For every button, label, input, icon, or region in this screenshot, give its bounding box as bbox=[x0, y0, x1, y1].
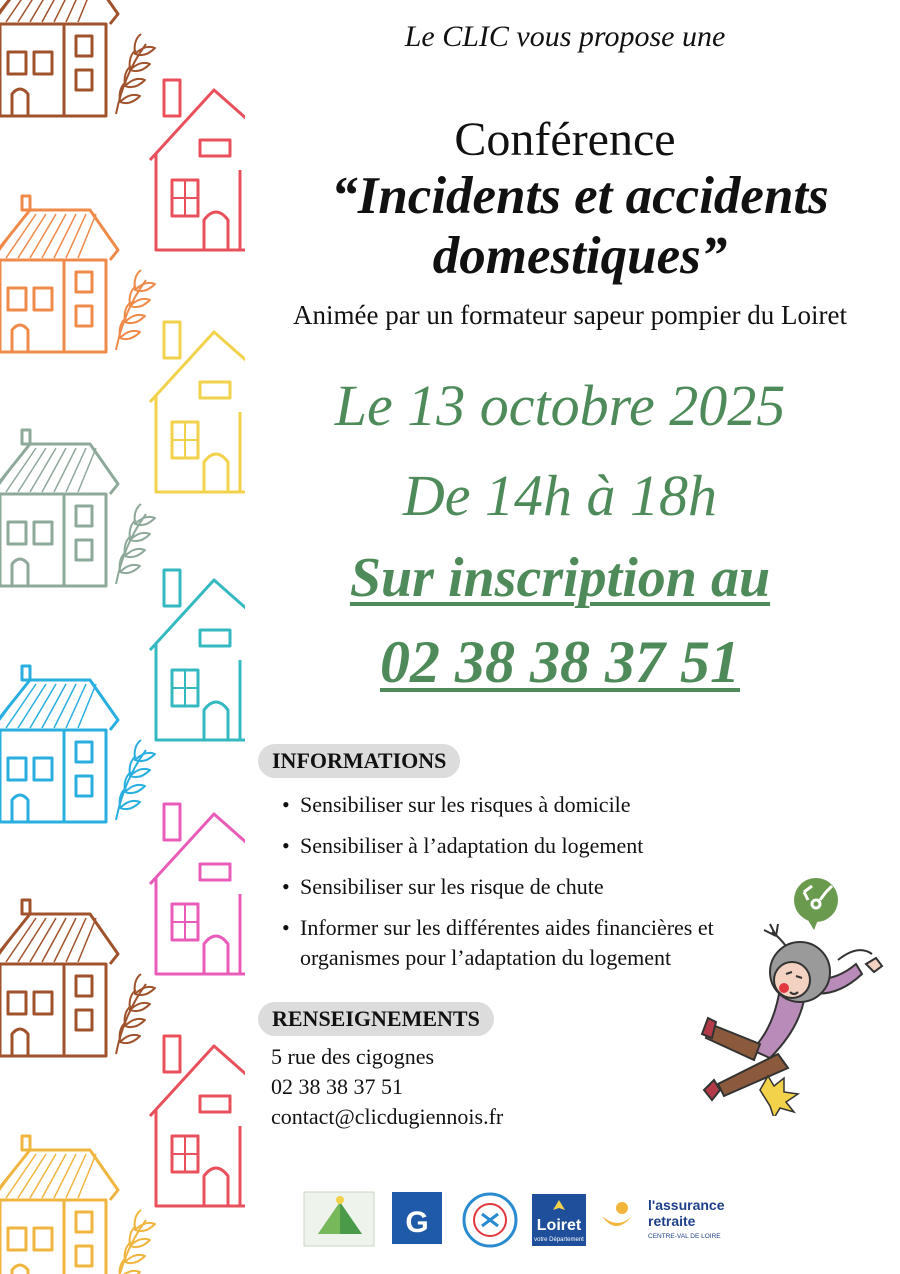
event-hours: De 14h à 18h bbox=[402, 463, 718, 528]
informations-heading: INFORMATIONS bbox=[258, 744, 460, 778]
renseignements-heading: RENSEIGNEMENTS bbox=[258, 1002, 494, 1036]
house-icon bbox=[150, 1036, 245, 1206]
house-icon bbox=[150, 322, 245, 492]
svg-text:G: G bbox=[405, 1206, 429, 1239]
speaker-text: Animée par un formateur sapeur pompier du Loiret bbox=[292, 300, 848, 330]
houses-decoration bbox=[0, 0, 245, 1274]
conference-label: Conférence bbox=[454, 113, 676, 166]
partner-logos bbox=[302, 1186, 742, 1256]
house-icon bbox=[0, 196, 155, 352]
assurance-retraite-logo bbox=[602, 1197, 725, 1240]
falling-woman-illustration bbox=[688, 876, 888, 1116]
list-item: • Sensibiliser sur les risque de chute bbox=[282, 872, 802, 902]
house-icon bbox=[0, 0, 155, 116]
registration-phone-link[interactable]: 02 38 38 37 51 bbox=[380, 629, 740, 695]
svg-text:l'assurance: l'assurance bbox=[648, 1197, 725, 1213]
clic-logo bbox=[464, 1194, 516, 1246]
house-icon bbox=[150, 804, 245, 974]
intro-text: Le CLIC vous propose une bbox=[404, 20, 726, 53]
house-icon bbox=[0, 1136, 155, 1274]
list-item: • Sensibiliser à l’adaptation du logement bbox=[282, 831, 802, 861]
svg-text:Loiret: Loiret bbox=[536, 1217, 582, 1234]
house-icon bbox=[0, 430, 155, 586]
house-icon bbox=[150, 570, 245, 740]
ville-de-gien-logo bbox=[392, 1192, 442, 1244]
contact-email[interactable]: contact@clicdugiennois.fr bbox=[271, 1104, 504, 1129]
pyramid-logo bbox=[304, 1192, 374, 1246]
svg-text:retraite: retraite bbox=[648, 1213, 696, 1229]
conference-title-line1: “Incidents et accidents bbox=[331, 167, 829, 225]
registration-text: Sur inscription au bbox=[349, 547, 771, 609]
contact-address: 5 rue des cigognes bbox=[271, 1044, 435, 1069]
event-date: Le 13 octobre 2025 bbox=[334, 373, 786, 438]
list-item: • Informer sur les différentes aides financières et organismes pour l’adaptation du logement bbox=[282, 913, 770, 973]
house-icon bbox=[0, 666, 155, 822]
conference-title-line2: domestiques” bbox=[432, 227, 728, 285]
list-item: • Sensibiliser sur les risques à domicile bbox=[282, 790, 802, 820]
svg-text:votre Département: votre Département bbox=[534, 1237, 584, 1243]
contact-phone[interactable]: 02 38 38 37 51 bbox=[271, 1074, 403, 1099]
loiret-logo bbox=[532, 1194, 586, 1246]
house-icon bbox=[150, 80, 245, 250]
svg-text:CENTRE-VAL DE LOIRE: CENTRE-VAL DE LOIRE bbox=[648, 1233, 721, 1240]
house-icon bbox=[0, 900, 155, 1056]
contact-block bbox=[271, 1042, 503, 1132]
